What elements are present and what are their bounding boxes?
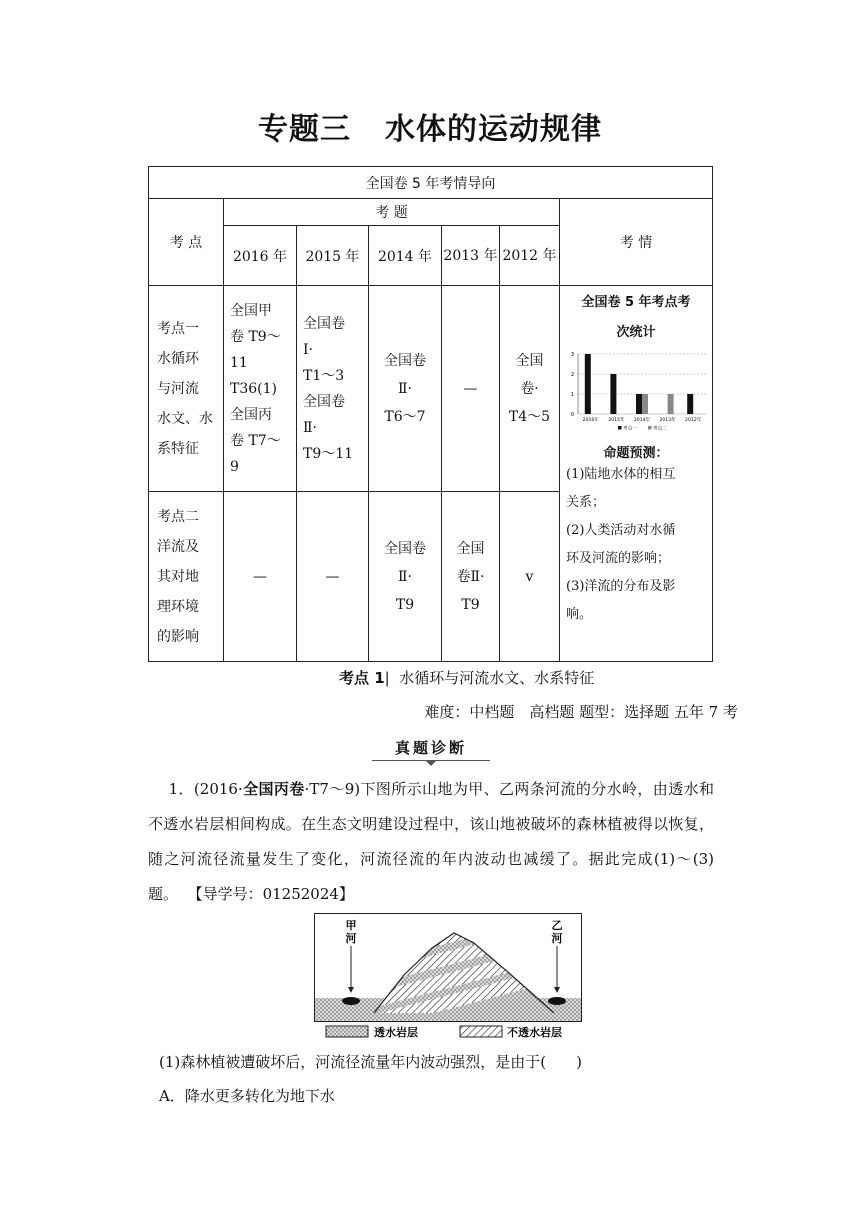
legend-swatch xyxy=(648,426,652,430)
x-tick-label: 2013年 xyxy=(659,418,676,423)
cell-line: 全国丙 xyxy=(230,406,272,423)
cell-line: v xyxy=(525,568,534,585)
cell-line: T1～3 xyxy=(303,367,345,384)
legend-impermeable-label: 不透水岩层 xyxy=(507,1026,562,1039)
cell-line: Ⅱ· xyxy=(398,380,412,397)
table-caption: 全国卷 5 年考情导向 xyxy=(149,167,713,199)
bar-考点一 xyxy=(636,394,642,414)
cell-line: Ⅱ· xyxy=(303,419,317,436)
question-paragraph: 1．(2016·全国丙卷·T7～9)下图所示山地为甲、乙两条河流的分水岭，由透水和不透水岩层相间构成。在生态文明建设过程中，该山地被破坏的森林植被得以恢复，随之河流径流量发生了变化，河流径流的年内波动也减缓了。据此完成(1)～(3)题。 【导学号：01252024】 xyxy=(148,780,714,903)
bar-考点一 xyxy=(585,354,591,414)
cell-line: 全国 xyxy=(456,540,485,557)
cell-line: 卷Ⅱ· xyxy=(456,568,485,585)
cell-line: 考点二 xyxy=(157,508,199,525)
cell-line: 卷 T9～ xyxy=(230,328,281,345)
legend-swatch xyxy=(618,426,622,430)
mountain-cross-section-figure xyxy=(314,913,582,1043)
cell-line: T9～11 xyxy=(303,445,354,462)
y-tick-label: 3 xyxy=(570,352,574,358)
bar-考点一 xyxy=(610,374,616,414)
cell-line: 水文、水 xyxy=(157,410,213,427)
cell-line: T36(1) xyxy=(230,380,277,397)
exam-cell xyxy=(369,286,442,492)
cell-line: 全国卷 xyxy=(384,352,426,369)
cell-line: 卷 T7～ xyxy=(230,432,281,449)
kaoqing-cell xyxy=(560,286,713,662)
cell-line: 全国 xyxy=(515,352,544,369)
cell-line: 全国卷 xyxy=(303,315,345,332)
sub-question: (1)森林植被遭破坏后，河流径流量年内波动强烈，是由于( ) xyxy=(159,1053,582,1071)
cell-line: 洋流及 xyxy=(157,538,199,555)
x-tick-label: 2015年 xyxy=(608,418,625,423)
legend-permeable-swatch xyxy=(326,1026,368,1037)
river-left-label: 甲 xyxy=(345,919,357,932)
river-left-channel xyxy=(342,997,360,1005)
y-tick-label: 1 xyxy=(570,392,574,398)
exam-cell xyxy=(297,492,369,662)
prediction-line: 关系； xyxy=(566,495,606,510)
year-header: 2012 年 xyxy=(500,226,560,286)
exam-cell xyxy=(297,286,369,492)
bar-考点二 xyxy=(668,394,674,414)
cell-line: — xyxy=(253,568,267,585)
legend-permeable-label: 透水岩层 xyxy=(374,1026,418,1039)
prediction-line: 环及河流的影响； xyxy=(566,551,671,566)
exam-cell xyxy=(442,286,500,492)
legend-label: 考点一 xyxy=(623,426,637,432)
cell-line: 水循环 xyxy=(157,350,199,367)
cell-line: 其对地 xyxy=(157,568,199,585)
bar-考点二 xyxy=(642,394,648,414)
cell-line: 卷· xyxy=(520,380,539,397)
exam-trend-table xyxy=(148,166,713,662)
difficulty-line: 难度：中档题 高档题 题型：选择题 五年 7 考 xyxy=(424,703,738,721)
y-tick-label: 0 xyxy=(570,412,574,418)
stats-title: 全国卷 5 年考点考 次统计 xyxy=(581,295,691,340)
stats-bar-chart xyxy=(560,348,711,436)
cell-line: Ⅰ· xyxy=(303,341,313,358)
cell-line: 9 xyxy=(230,458,239,475)
cell-line: 系特征 xyxy=(157,440,199,457)
kaodian-2-cell xyxy=(149,492,224,662)
cell-line: 理环境 xyxy=(157,598,199,615)
cell-line: 11 xyxy=(230,354,248,371)
heading-arrow-icon xyxy=(425,760,437,766)
cell-line: 与河流 xyxy=(157,380,199,397)
year-header: 2016 年 xyxy=(224,226,297,286)
year-header: 2013 年 xyxy=(442,226,500,286)
exam-cell xyxy=(500,286,560,492)
option-a: A．降水更多转化为地下水 xyxy=(159,1087,335,1105)
bar-考点一 xyxy=(687,394,693,414)
prediction-list xyxy=(560,461,712,629)
prediction-line: 响。 xyxy=(566,607,593,622)
cell-line: T6～7 xyxy=(384,408,426,425)
x-tick-label: 2012年 xyxy=(685,418,702,423)
x-tick-label: 2016年 xyxy=(582,418,599,423)
section-heading: 真题诊断 xyxy=(394,739,467,757)
cell-line: — xyxy=(325,568,340,585)
cell-line: T9 xyxy=(395,596,415,613)
cell-line: 全国卷 xyxy=(384,540,426,557)
legend-label: 考点二 xyxy=(653,426,667,432)
prediction-line: (3)洋流的分布及影 xyxy=(566,579,676,594)
exam-cell xyxy=(442,492,500,662)
river-right-label: 乙 xyxy=(551,919,563,932)
header-kaodian: 考 点 xyxy=(149,199,224,286)
cell-line: — xyxy=(463,380,478,397)
exam-cell xyxy=(369,492,442,662)
cell-line: T4～5 xyxy=(508,408,551,425)
cell-line: 全国卷 xyxy=(303,393,345,410)
river-right-label: 河 xyxy=(551,932,563,945)
cell-line: 的影响 xyxy=(157,628,199,645)
legend-impermeable-swatch xyxy=(460,1026,502,1037)
cell-line: Ⅱ· xyxy=(398,568,412,585)
cell-line: 全国甲 xyxy=(230,302,272,319)
prediction-line: (1)陆地水体的相互 xyxy=(566,467,676,482)
river-left-label: 河 xyxy=(345,932,357,945)
exam-cell xyxy=(500,492,560,662)
cell-line: T9 xyxy=(461,596,480,613)
kaodian-1-cell xyxy=(149,286,224,492)
x-tick-label: 2014年 xyxy=(633,418,651,423)
prediction-line: (2)人类活动对水循 xyxy=(566,523,676,538)
kaodian-heading: 考点 1| 水循环与河流水文、水系特征 xyxy=(339,669,595,687)
y-tick-label: 2 xyxy=(570,372,574,378)
year-header: 2014 年 xyxy=(369,226,442,286)
year-header: 2015 年 xyxy=(297,226,369,286)
header-kaoti: 考 题 xyxy=(224,199,560,226)
exam-cell xyxy=(224,286,297,492)
river-right-channel xyxy=(548,997,566,1005)
cell-line: 考点一 xyxy=(157,320,199,337)
prediction-title: 命题预测： xyxy=(603,446,669,461)
header-kaoqing: 考 情 xyxy=(560,199,713,286)
exam-cell xyxy=(224,492,297,662)
page-title: 专题三 水体的运动规律 xyxy=(258,112,602,147)
